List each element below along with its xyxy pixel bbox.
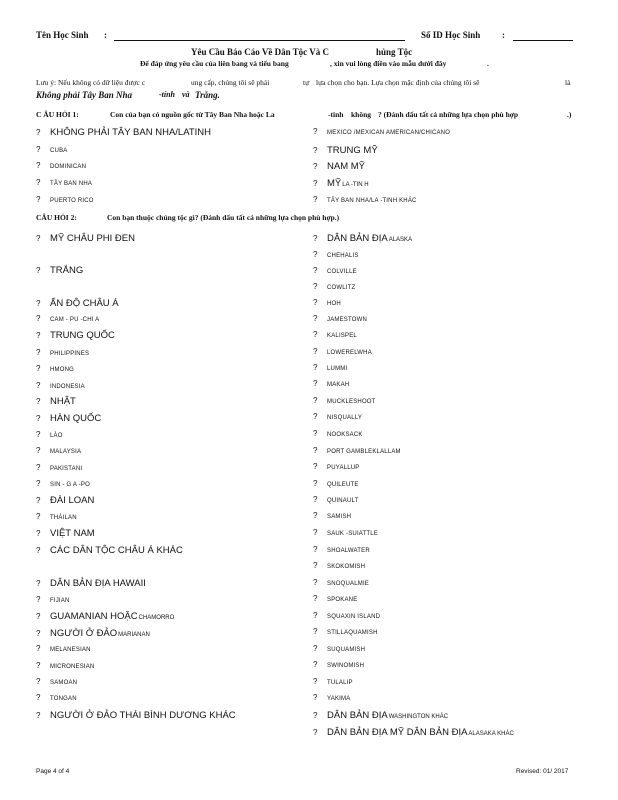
q2-option[interactable] (36, 578, 146, 589)
q2-option[interactable] (313, 446, 401, 455)
default-choice-part2: -tính (159, 90, 176, 99)
q2-option[interactable] (36, 396, 76, 407)
option-label: NGƯỜI Ở ĐẢO (50, 628, 118, 639)
checkbox-icon[interactable]: ? (313, 298, 318, 307)
notice-part2: ung cấp, chúng tôi sẽ phải (191, 78, 270, 87)
checkbox-icon[interactable]: ? (36, 612, 41, 621)
q2-option[interactable] (36, 512, 77, 521)
q2-option[interactable] (313, 727, 514, 738)
checkbox-icon[interactable]: ? (36, 331, 41, 340)
student-name-colon: : (104, 30, 107, 40)
q2-option[interactable] (36, 265, 83, 276)
checkbox-icon[interactable]: ? (313, 127, 318, 136)
option-label: FIJIAN (50, 598, 70, 604)
option-label: COLVILLE (327, 269, 357, 275)
option-label: NISQUALLY (327, 415, 363, 421)
q2-option[interactable] (313, 511, 351, 520)
q2-option[interactable] (313, 363, 347, 372)
option-sublabel: MARIANAN (118, 632, 150, 638)
option-label: SNOQUALMIE (327, 581, 370, 587)
q2-option[interactable] (313, 462, 360, 471)
option-label: TRUNG MỸ (327, 145, 378, 156)
student-id-field[interactable] (513, 40, 573, 41)
student-name-label: Tên Học Sinh (36, 30, 89, 40)
q1-option[interactable] (36, 178, 92, 187)
revised-date: Revised: 01/ 2017 (516, 768, 569, 775)
q1-option[interactable] (313, 161, 365, 172)
option-label: SUQUAMISH (327, 647, 366, 653)
checkbox-icon[interactable]: ? (36, 128, 41, 137)
q2-option[interactable] (313, 282, 355, 291)
checkbox-icon[interactable]: ? (36, 414, 41, 423)
student-name-field[interactable] (114, 40, 405, 41)
q2-option[interactable] (36, 413, 101, 424)
checkbox-icon[interactable]: ? (36, 266, 41, 275)
option-label: DOMINICAN (50, 164, 87, 170)
checkbox-icon[interactable]: ? (313, 578, 318, 587)
q2-option[interactable] (313, 594, 357, 603)
q2-option[interactable] (313, 314, 367, 323)
checkbox-icon[interactable]: ? (36, 693, 41, 702)
option-label: NAM MỸ (327, 161, 365, 172)
option-sublabel: LA -TIN H (342, 182, 369, 188)
option-label: STILLAQUAMISH (327, 630, 378, 636)
q2-option[interactable] (36, 677, 77, 686)
checkbox-icon[interactable]: ? (36, 195, 41, 204)
option-label: THÁILAN (50, 515, 77, 521)
option-sublabel: ALASKA (388, 237, 413, 243)
option-label: TONGAN (50, 696, 77, 702)
checkbox-icon[interactable]: ? (36, 629, 41, 638)
checkbox-icon[interactable]: ? (313, 234, 318, 243)
checkbox-icon[interactable]: ? (313, 146, 318, 155)
checkbox-icon[interactable]: ? (313, 711, 318, 720)
default-choice-part4: Trắng. (195, 90, 220, 100)
q2-option[interactable] (36, 446, 81, 455)
q2-option[interactable] (313, 250, 359, 259)
checkbox-icon[interactable]: ? (313, 594, 318, 603)
q2-option[interactable] (36, 348, 89, 357)
option-label: SAMOAN (50, 680, 78, 686)
option-label: SHOALWATER (327, 548, 370, 554)
option-label: NOOKSACK (327, 432, 363, 438)
option-label: INDONESIA (50, 384, 85, 390)
checkbox-icon[interactable]: ? (313, 495, 318, 504)
checkbox-icon[interactable]: ? (36, 579, 41, 588)
q2-option[interactable] (36, 330, 115, 341)
option-label: DÂN BẢN ĐỊA HAWAII (50, 578, 146, 589)
q2-option[interactable] (313, 330, 357, 339)
option-label: COWLITZ (327, 285, 356, 291)
notice-part4: lựa chọn cho bạn. Lựa chọn mặc định của chúng tôi sẽ (316, 78, 480, 87)
checkbox-icon[interactable]: ? (36, 145, 41, 154)
option-label: TÂY BAN NHA/LA -TINH KHÁC (327, 198, 417, 204)
q2-option[interactable] (313, 379, 349, 388)
q2-option[interactable] (313, 479, 359, 488)
option-label: SWINOMISH (327, 663, 365, 669)
option-label: MAKAH (327, 382, 350, 388)
option-label: TRUNG QUỐC (50, 330, 115, 341)
q2-option[interactable] (313, 528, 378, 537)
checkbox-icon[interactable]: ? (313, 528, 318, 537)
option-label: VIỆT NAM (50, 528, 95, 539)
option-label: PORT GAMBLEKLALLAM (327, 449, 401, 455)
q2-option[interactable] (36, 611, 174, 622)
checkbox-icon[interactable]: ? (313, 179, 318, 188)
q2-option[interactable] (313, 429, 363, 438)
option-label: HMONG (50, 367, 74, 373)
checkbox-icon[interactable]: ? (36, 178, 41, 187)
checkbox-icon[interactable]: ? (313, 479, 318, 488)
q1-option[interactable] (313, 178, 369, 189)
checkbox-icon[interactable]: ? (313, 314, 318, 323)
option-label: CHEHALIS (327, 253, 359, 259)
option-sublabel: WASHINGTON KHÁC (388, 714, 449, 720)
option-label: GUAMANIAN HOẶC (50, 611, 138, 622)
option-label: SIN - G A -PO (50, 482, 90, 488)
page-title-part2: hủng Tộc (376, 47, 413, 57)
option-label: LUMMI (327, 366, 348, 372)
q2-option[interactable] (36, 381, 85, 390)
option-label: PHILIPPINES (50, 351, 90, 357)
option-label: SKOKOMISH (327, 564, 366, 570)
question1-text-part5: .) (567, 110, 572, 119)
question1-text-part2: -tinh (328, 110, 344, 119)
checkbox-icon[interactable]: ? (36, 430, 41, 439)
checkbox-icon[interactable]: ? (313, 644, 318, 653)
option-label: JAMESTOWN (327, 317, 368, 323)
question2-text: Con bạn thuộc chủng tộc gì? (Đánh dấu tất cả những lựa chọn phù hợp.) (107, 213, 340, 222)
question2-label: CÂU HỎI 2: (36, 213, 77, 222)
option-label: QUINAULT (327, 498, 359, 504)
checkbox-icon[interactable]: ? (36, 529, 41, 538)
checkbox-icon[interactable]: ? (36, 644, 41, 653)
checkbox-icon[interactable]: ? (313, 347, 318, 356)
q2-option[interactable] (36, 693, 77, 702)
q2-option[interactable] (36, 495, 94, 506)
q2-option[interactable] (36, 430, 63, 439)
q1-option[interactable] (36, 161, 86, 170)
student-id-colon: : (502, 30, 505, 40)
q2-option[interactable] (36, 710, 236, 721)
option-label: DÂN BẢN ĐỊA (327, 710, 388, 721)
subtitle-part3: . (487, 59, 489, 68)
checkbox-icon[interactable]: ? (313, 266, 318, 275)
q1-option[interactable] (36, 127, 211, 138)
checkbox-icon[interactable]: ? (36, 479, 41, 488)
checkbox-icon[interactable]: ? (36, 512, 41, 521)
default-choice-part1: Không phải Tây Ban Nha (36, 90, 133, 100)
option-label: CAM - PU -CHI A (50, 317, 100, 323)
checkbox-icon[interactable]: ? (313, 660, 318, 669)
notice-part5: là (565, 78, 571, 87)
option-label: SAMISH (327, 514, 352, 520)
q2-option[interactable] (313, 561, 365, 570)
option-label: HÀN QUỐC (50, 413, 102, 424)
question1-text-part3: không (351, 110, 372, 119)
q2-option[interactable] (313, 495, 359, 504)
q2-option[interactable] (313, 627, 378, 636)
q2-option[interactable] (36, 463, 82, 472)
page-title-part1: Yêu Cầu Báo Cáo Về Dân Tộc Và C (191, 47, 330, 57)
option-label: MICRONESIAN (50, 664, 95, 670)
checkbox-icon[interactable]: ? (36, 496, 41, 505)
checkbox-icon[interactable]: ? (36, 463, 41, 472)
checkbox-icon[interactable]: ? (36, 364, 41, 373)
checkbox-icon[interactable]: ? (313, 363, 318, 372)
option-label: QUILEUTE (327, 482, 359, 488)
option-label: TRẮNG (50, 265, 84, 276)
checkbox-icon[interactable]: ? (313, 412, 318, 421)
checkbox-icon[interactable]: ? (313, 511, 318, 520)
option-label: DÂN BẢN ĐỊA (327, 233, 388, 244)
q2-option[interactable] (313, 396, 376, 405)
option-sublabel: CHAMORRO (138, 615, 175, 621)
q1-option[interactable] (36, 145, 67, 154)
option-label: LOWERELWHA (327, 350, 372, 356)
q2-option[interactable] (36, 528, 95, 539)
q2-option[interactable] (36, 364, 74, 373)
checkbox-icon[interactable]: ? (36, 348, 41, 357)
checkbox-icon[interactable]: ? (36, 711, 41, 720)
checkbox-icon[interactable]: ? (313, 195, 318, 204)
checkbox-icon[interactable]: ? (313, 446, 318, 455)
checkbox-icon[interactable]: ? (313, 429, 318, 438)
q2-option[interactable] (36, 298, 119, 309)
subtitle-part2: , xin vui lòng điền vào mẫu dưới đây (330, 59, 447, 68)
option-label: ẤN ĐỘ CHÂU Á (50, 298, 119, 309)
option-label: CÁC DÂN TỘC CHÂU Á KHÁC (50, 545, 183, 556)
option-label: MUCKLESHOOT (327, 399, 376, 405)
option-label: KHÔNG PHẢI TÂY BAN NHA/LATINH (50, 127, 212, 138)
q1-option[interactable] (36, 195, 94, 204)
option-label: ĐÀI LOAN (50, 495, 95, 506)
subtitle-part1: Để đáp ứng yêu cầu của liên bang và tiểu bang (140, 59, 289, 68)
option-label: KALISPEL (327, 333, 357, 339)
checkbox-icon[interactable]: ? (36, 161, 41, 170)
default-choice-part3: và (182, 90, 190, 99)
option-label: MỸ (327, 178, 342, 189)
option-label: CUBA (50, 148, 68, 154)
q1-option[interactable] (313, 145, 378, 156)
q2-option[interactable] (313, 266, 357, 275)
q2-option[interactable] (313, 677, 353, 686)
q2-option[interactable] (313, 412, 362, 421)
checkbox-icon[interactable]: ? (313, 611, 318, 620)
page-number: Page 4 of 4 (36, 768, 70, 775)
q2-option[interactable] (36, 595, 70, 604)
q2-option[interactable] (36, 314, 99, 323)
option-label: MEXICO /MEXICAN AMERICAN/CHICANO (327, 130, 451, 136)
option-label: NHẬT (50, 396, 76, 407)
q1-option[interactable] (313, 127, 450, 136)
checkbox-icon[interactable]: ? (313, 627, 318, 636)
checkbox-icon[interactable]: ? (313, 379, 318, 388)
option-label: MALAYSIA (50, 449, 82, 455)
option-label: SPOKANE (327, 597, 358, 603)
q2-option[interactable] (313, 611, 380, 620)
q2-option[interactable] (36, 545, 183, 556)
q2-option[interactable] (36, 644, 91, 653)
q2-option[interactable] (313, 578, 369, 587)
option-label: SQUAXIN ISLAND (327, 614, 381, 620)
option-label: PUYALLUP (327, 465, 360, 471)
question1-text-part4: ? (Đánh dấu tất cả những lựa chọn phù hợp (378, 110, 519, 119)
q2-option[interactable] (36, 479, 90, 488)
q1-option[interactable] (313, 195, 417, 204)
checkbox-icon[interactable]: ? (313, 396, 318, 405)
checkbox-icon[interactable]: ? (313, 282, 318, 291)
checkbox-icon[interactable]: ? (313, 561, 318, 570)
checkbox-icon[interactable]: ? (36, 314, 41, 323)
checkbox-icon[interactable]: ? (313, 162, 318, 171)
option-label: YAKIMA (327, 696, 351, 702)
checkbox-icon[interactable]: ? (313, 677, 318, 686)
q2-option[interactable] (313, 298, 341, 307)
question1-label: C ÂU HỎI 1: (36, 110, 79, 119)
checkbox-icon[interactable]: ? (36, 299, 41, 308)
q2-option[interactable] (313, 347, 372, 356)
q2-option[interactable] (36, 661, 95, 670)
notice-part3: tự (303, 78, 310, 87)
option-label: TÂY BAN NHA (50, 181, 93, 187)
option-label: MỸ CHÂU PHI ĐEN (50, 233, 135, 244)
checkbox-icon[interactable]: ? (36, 546, 41, 555)
option-label: LÀO (50, 433, 63, 439)
checkbox-icon[interactable]: ? (36, 397, 41, 406)
student-id-label: Số ID Học Sinh (421, 30, 481, 40)
checkbox-icon[interactable]: ? (313, 545, 318, 554)
option-label: HOH (327, 301, 341, 307)
checkbox-icon[interactable]: ? (36, 661, 41, 670)
checkbox-icon[interactable]: ? (36, 446, 41, 455)
q2-option[interactable] (313, 644, 365, 653)
option-label: DÂN BẢN ĐỊA MỸ DÂN BẢN ĐỊA (327, 727, 468, 738)
option-label: PAKISTANI (50, 466, 83, 472)
option-label: PUERTO RICO (50, 198, 94, 204)
q2-option[interactable] (313, 710, 448, 721)
q2-option[interactable] (36, 628, 150, 639)
checkbox-icon[interactable]: ? (313, 728, 318, 737)
checkbox-icon[interactable]: ? (313, 693, 318, 702)
checkbox-icon[interactable]: ? (36, 677, 41, 686)
q2-option[interactable] (313, 545, 370, 554)
q2-option[interactable] (313, 233, 412, 244)
option-sublabel: ALASAKA KHÁC (468, 731, 514, 737)
question1-text-part1: Con của bạn có nguồn gốc từ Tây Ban Nha hoặc La (110, 110, 275, 119)
checkbox-icon[interactable]: ? (313, 330, 318, 339)
checkbox-icon[interactable]: ? (313, 462, 318, 471)
q2-option[interactable] (36, 233, 135, 244)
option-label: NGƯỜI Ở ĐẢO THÁI BÌNH DƯƠNG KHÁC (50, 710, 236, 721)
checkbox-icon[interactable]: ? (36, 381, 41, 390)
checkbox-icon[interactable]: ? (36, 234, 41, 243)
option-label: TULALIP (327, 680, 353, 686)
q2-option[interactable] (313, 693, 350, 702)
option-label: SAUK -SUIATTLE (327, 531, 379, 537)
option-label: MELANESIAN (50, 647, 91, 653)
checkbox-icon[interactable]: ? (36, 595, 41, 604)
q2-option[interactable] (313, 660, 364, 669)
checkbox-icon[interactable]: ? (313, 250, 318, 259)
notice-part1: Lưu ý: Nếu không có dữ liệu được c (36, 78, 146, 87)
